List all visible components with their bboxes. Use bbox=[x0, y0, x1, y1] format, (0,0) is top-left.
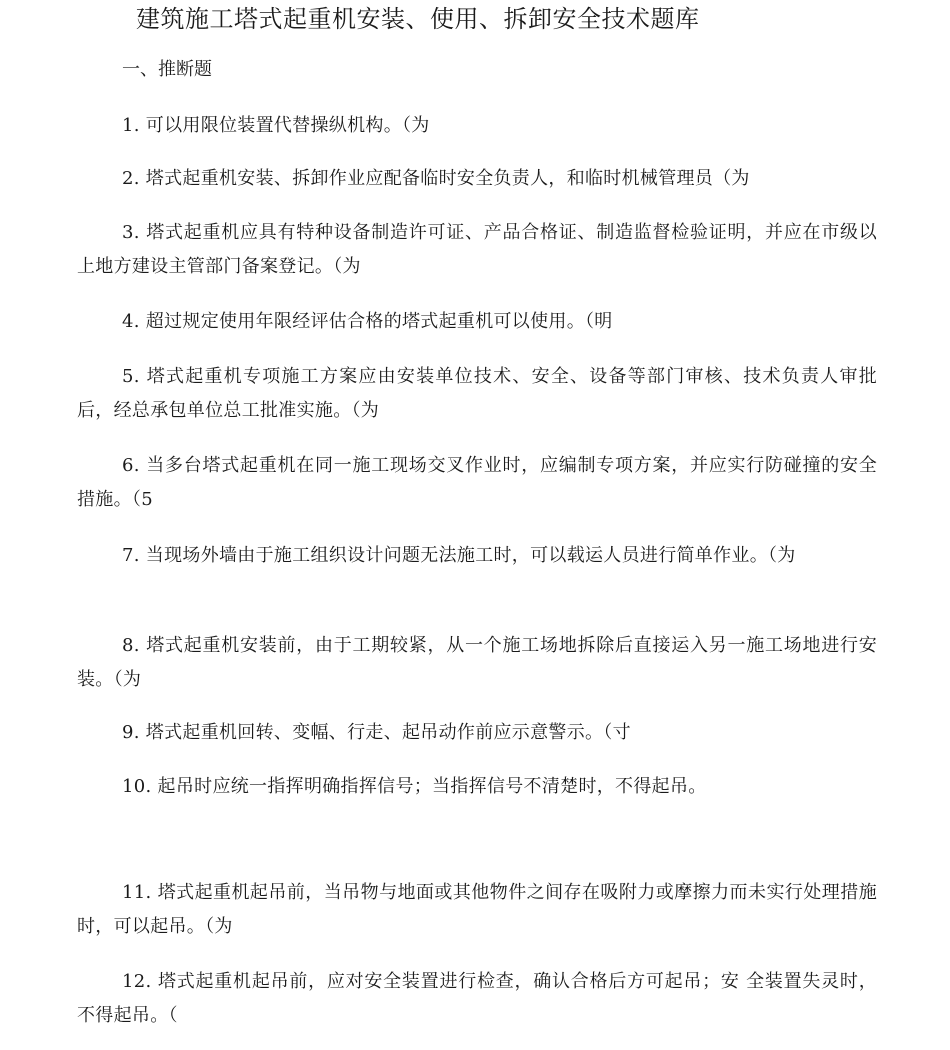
question-2: 2. 塔式起重机安装、拆卸作业应配备临时安全负责人，和临时机械管理员（为 bbox=[122, 168, 750, 189]
question-1: 1. 可以用限位装置代替操纵机构。（为 bbox=[122, 115, 430, 136]
question-3: 3. 塔式起重机应具有特种设备制造许可证、产品合格证、制造监督检验证明，并应在市级以上地方建设主管部门备案登记。（为 bbox=[77, 222, 877, 277]
question-4: 4. 超过规定使用年限经评估合格的塔式起重机可以使用。（明 bbox=[122, 311, 613, 332]
question-12: 12. 塔式起重机起吊前，应对安全装置进行检查，确认合格后方可起吊；安 全装置失灵时，不得起吊。（ bbox=[77, 971, 877, 1026]
section-heading: 一、推断题 bbox=[122, 59, 212, 80]
question-7: 7. 当现场外墙由于施工组织设计问题无法施工时，可以载运人员进行简单作业。（为 bbox=[122, 545, 796, 566]
question-11: 11. 塔式起重机起吊前，当吊物与地面或其他物件之间存在吸附力或摩擦力而未实行处理措施时，可以起吊。（为 bbox=[77, 882, 877, 937]
document-title: 建筑施工塔式起重机安装、使用、拆卸安全技术题库 bbox=[136, 5, 700, 33]
question-10: 10. 起吊时应统一指挥明确指挥信号；当指挥信号不清楚时，不得起吊。 bbox=[122, 776, 707, 797]
question-5: 5. 塔式起重机专项施工方案应由安装单位技术、安全、设备等部门审核、技术负责人审批后，经总承包单位总工批准实施。（为 bbox=[77, 366, 877, 421]
question-8: 8. 塔式起重机安装前，由于工期较紧，从一个施工场地拆除后直接运入另一施工场地进行安装。（为 bbox=[77, 635, 877, 690]
question-9: 9. 塔式起重机回转、变幅、行走、起吊动作前应示意警示。（寸 bbox=[122, 722, 631, 743]
question-6: 6. 当多台塔式起重机在同一施工现场交叉作业时，应编制专项方案，并应实行防碰撞的安全措施。（5 bbox=[77, 455, 877, 510]
